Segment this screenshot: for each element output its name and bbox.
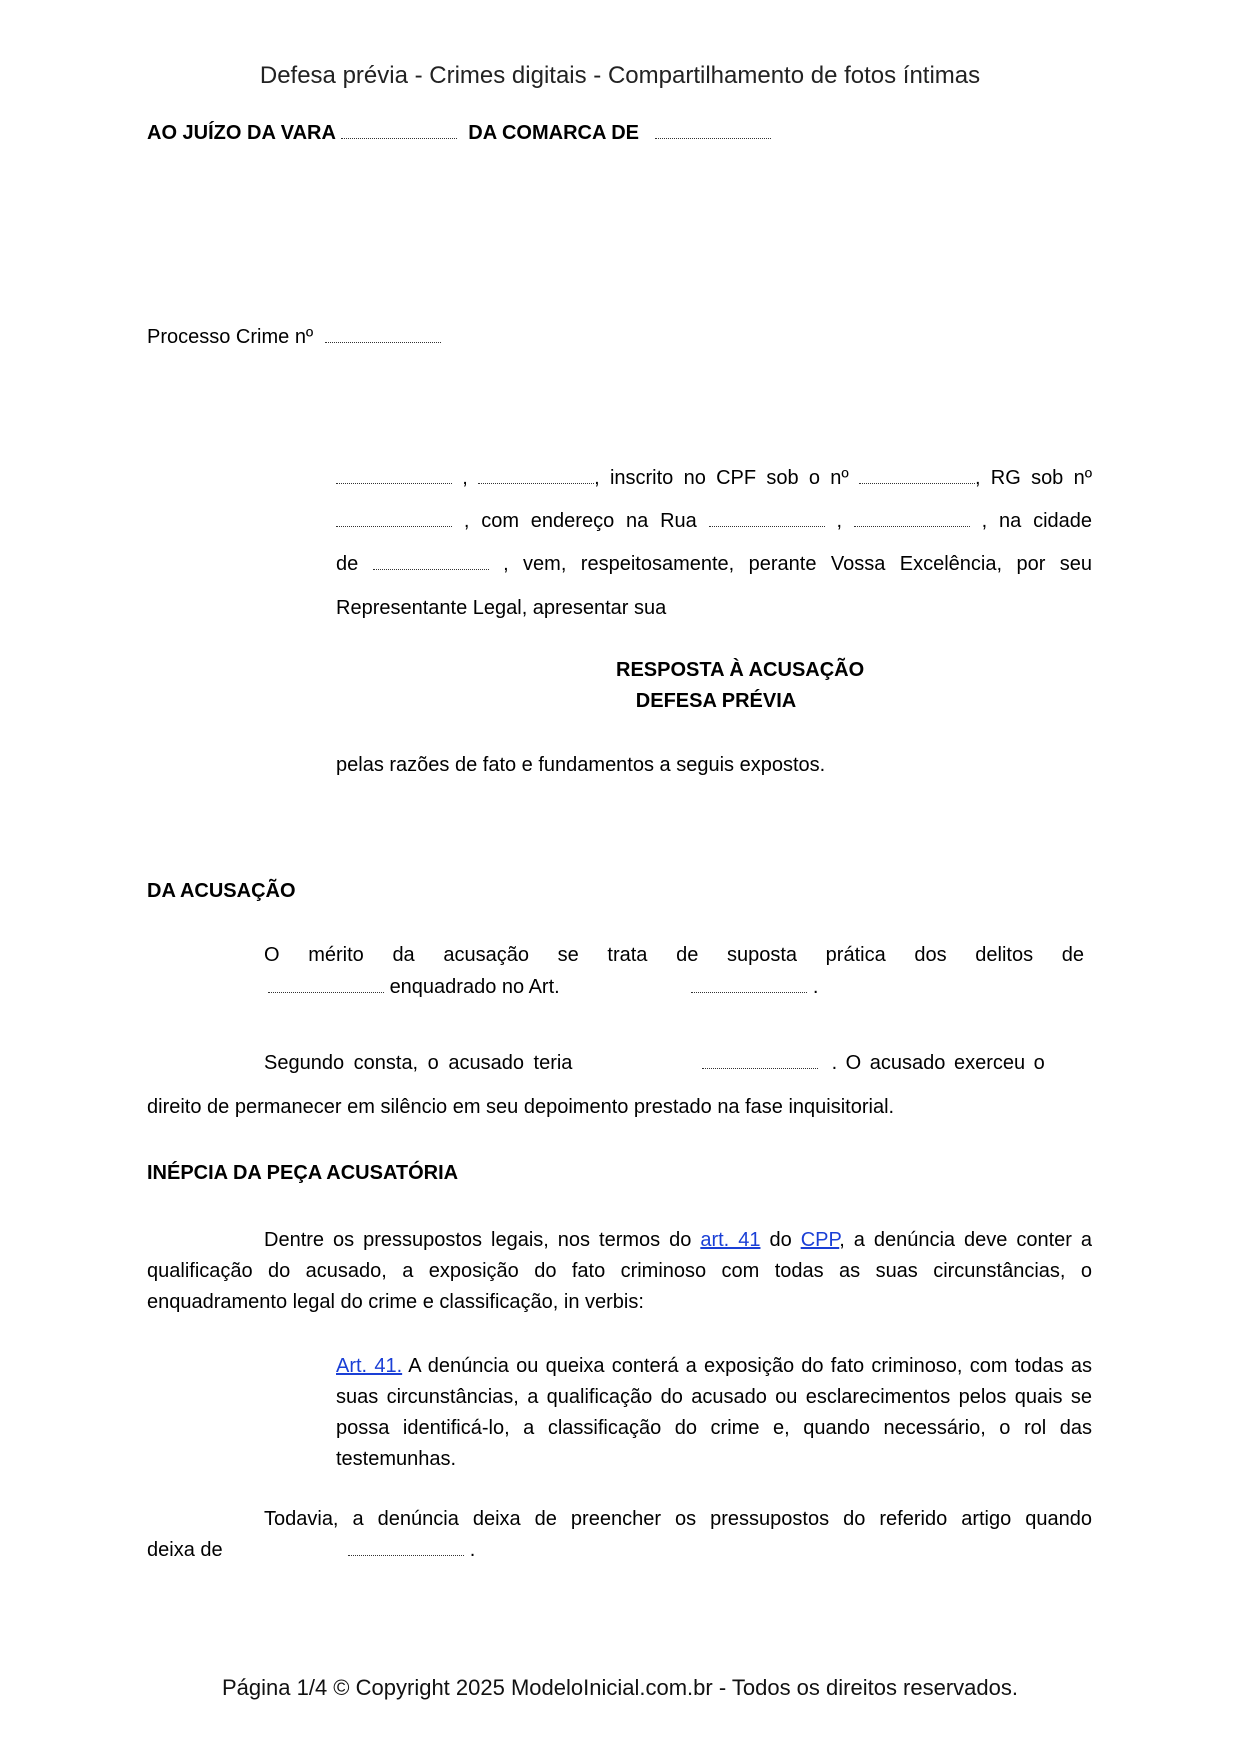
fact-blank bbox=[702, 1067, 818, 1069]
name-blank bbox=[336, 482, 452, 484]
accusation-paragraph-2-line-1 bbox=[264, 1052, 1092, 1075]
nationality-blank bbox=[478, 482, 594, 484]
rg-label: , RG sob nº bbox=[974, 467, 1093, 489]
page-footer: Página 1/4 © Copyright 2025 ModeloInicial.com.br - Todos os direitos reservados. bbox=[222, 1675, 1018, 1700]
article-41-quote bbox=[336, 1351, 1092, 1475]
vara-blank bbox=[341, 137, 457, 139]
paragraph-text: do bbox=[769, 1229, 792, 1251]
exercised-text: . O acusado exerceu o bbox=[831, 1052, 1045, 1074]
comarca-blank bbox=[655, 137, 771, 139]
de-label: de bbox=[336, 553, 359, 575]
number-blank bbox=[854, 525, 970, 527]
process-number-blank bbox=[325, 341, 441, 343]
qualification-line-1 bbox=[336, 467, 1092, 490]
paragraph-text: , a denúncia deve conter a qualificação do acusado, a exposição do fato criminoso com todas as suas circunstâncias, o enquadramento legal do crime e classificação, in verbis: bbox=[147, 1229, 1093, 1313]
address-label: , com endereço na Rua bbox=[463, 510, 697, 532]
respectfully-text: , vem, respeitosamente, perante Vossa Excelência, por seu bbox=[503, 553, 1093, 575]
inepcia-paragraph-2-line-2 bbox=[147, 1539, 475, 1562]
omission-blank bbox=[348, 1554, 464, 1556]
addressee-line bbox=[147, 122, 771, 145]
separator: , bbox=[836, 510, 842, 532]
accusation-paragraph-2-line-2: direito de permanecer em silêncio em seu depoimento prestado na fase inquisitorial. bbox=[147, 1096, 895, 1118]
process-label: Processo Crime nº bbox=[147, 326, 314, 348]
cpf-label: , inscrito no CPF sob o nº bbox=[594, 467, 849, 489]
section-heading-accusation: DA ACUSAÇÃO bbox=[147, 880, 296, 902]
link-art-41[interactable]: art. 41 bbox=[700, 1229, 761, 1251]
cpf-blank bbox=[859, 482, 975, 484]
document-header-title: Defesa prévia - Crimes digitais - Compartilhamento de fotos íntimas bbox=[259, 62, 981, 89]
separator: , bbox=[462, 467, 468, 489]
crime-blank bbox=[268, 991, 384, 993]
title-response: RESPOSTA À ACUSAÇÃO bbox=[616, 659, 865, 681]
rg-blank bbox=[336, 525, 452, 527]
accusation-paragraph-line-2 bbox=[268, 976, 818, 999]
article-label: enquadrado no Art. bbox=[389, 976, 560, 998]
article-blank bbox=[691, 991, 807, 993]
process-number-line bbox=[147, 326, 441, 349]
qualification-line-2 bbox=[336, 510, 1092, 533]
addressee-comarca: DA COMARCA DE bbox=[468, 122, 640, 144]
period: . bbox=[469, 1539, 476, 1561]
paragraph-text: Dentre os pressupostos legais, nos termos do bbox=[264, 1229, 692, 1251]
addressee-vara: AO JUÍZO DA VARA bbox=[147, 122, 336, 144]
section-heading-inepcia: INÉPCIA DA PEÇA ACUSATÓRIA bbox=[147, 1162, 459, 1184]
inepcia-paragraph-1 bbox=[147, 1225, 1092, 1318]
qualification-line-3 bbox=[336, 553, 1092, 576]
according-text: Segundo consta, o acusado teria bbox=[264, 1052, 573, 1074]
link-cpp[interactable]: CPP bbox=[800, 1229, 840, 1251]
link-art-41-quote[interactable]: Art. 41. bbox=[336, 1355, 403, 1377]
reasons-text: pelas razões de fato e fundamentos a seguis expostos. bbox=[336, 754, 826, 776]
qualification-line-4: Representante Legal, apresentar sua bbox=[336, 597, 667, 619]
street-blank bbox=[709, 525, 825, 527]
deixa-de-text: deixa de bbox=[147, 1539, 223, 1561]
city-label: , na cidade bbox=[981, 510, 1093, 532]
city-blank bbox=[373, 568, 489, 570]
accusation-paragraph-line-1: O mérito da acusação se trata de suposta prática dos delitos de bbox=[264, 944, 1084, 966]
quote-text: A denúncia ou queixa conterá a exposição do fato criminoso, com todas as suas circunstâncias, a qualificação do acusado ou esclarecimentos pelos quais se possa identificá-lo, a classificação do crime e, quando necessário, o rol das testemunhas. bbox=[336, 1355, 1092, 1470]
period: . bbox=[812, 976, 819, 998]
inepcia-paragraph-2-line-1: Todavia, a denúncia deixa de preencher os pressupostos do referido artigo quando bbox=[264, 1508, 1092, 1530]
title-defense: DEFESA PRÉVIA bbox=[635, 690, 797, 712]
